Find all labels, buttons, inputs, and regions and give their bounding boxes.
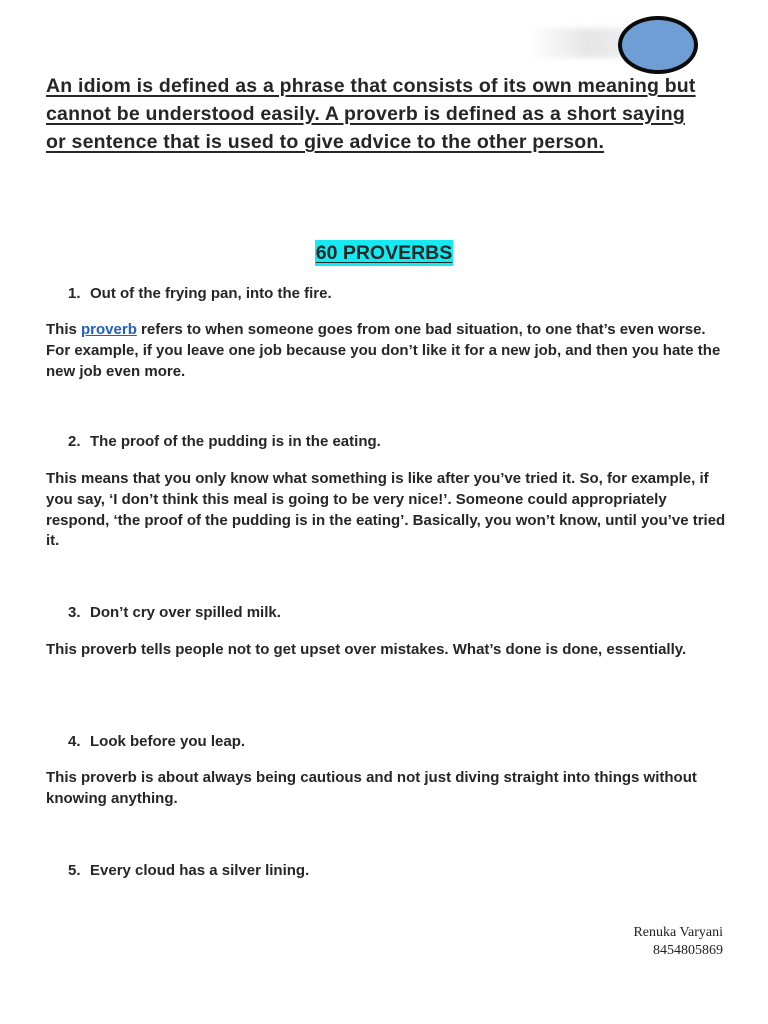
- proverb-description-3: This proverb tells people not to get upset over mistakes. What’s done is done, essentially.: [46, 641, 687, 658]
- section-heading: [0, 240, 768, 266]
- proverb-number: 4.: [68, 733, 81, 750]
- author-block: [633, 924, 723, 960]
- desc-prefix: This: [46, 321, 82, 338]
- intro-paragraph: An idiom is defined as a phrase that consists of its own meaning but cannot be understood easily. A proverb is defined as a short saying or sentence that is used to give advice to the other person.: [46, 75, 696, 153]
- proverb-title-text: Look before you leap.: [90, 733, 246, 750]
- proverb-description-2: This means that you only know what something is like after you’ve tried it. So, for example, if you say, ‘I don’t think this meal is going to be very nice!’. Someone could appropriately respond, ‘the proof of the pudding is in the eating’. Basically, you won’t know, until you’ve tried it.: [46, 470, 726, 550]
- proverb-title-5: [68, 861, 309, 881]
- blue-oval-shape: [618, 16, 698, 74]
- author-phone: 8454805869: [653, 943, 723, 958]
- proverb-number: 5.: [68, 862, 81, 879]
- proverb-number: 2.: [68, 433, 81, 450]
- proverb-number: 1.: [68, 285, 81, 302]
- proverb-title-2: [68, 432, 381, 452]
- proverb-title-text: Don’t cry over spilled milk.: [90, 604, 281, 621]
- heading-text: 60 PROVERBS: [315, 242, 453, 264]
- proverb-title-text: Out of the frying pan, into the fire.: [90, 285, 332, 302]
- proverb-title-text: The proof of the pudding is in the eating.: [90, 433, 381, 450]
- proverb-title-4: [68, 732, 245, 752]
- proverb-description-4: This proverb is about always being cautious and not just diving straight into things without knowing anything.: [46, 769, 697, 807]
- proverb-link[interactable]: proverb: [81, 321, 137, 338]
- proverb-title-text: Every cloud has a silver lining.: [90, 862, 310, 879]
- proverb-title-1: [68, 284, 332, 304]
- proverb-number: 3.: [68, 604, 81, 621]
- proverb-title-3: [68, 603, 281, 623]
- author-name: Renuka Varyani: [633, 925, 723, 940]
- desc-suffix: refers to when someone goes from one bad situation, to one that’s even worse. For example, if you leave one job because you don’t like it for a new job, and then you hate the new job even more.: [46, 321, 721, 380]
- proverb-description-1: [46, 320, 726, 382]
